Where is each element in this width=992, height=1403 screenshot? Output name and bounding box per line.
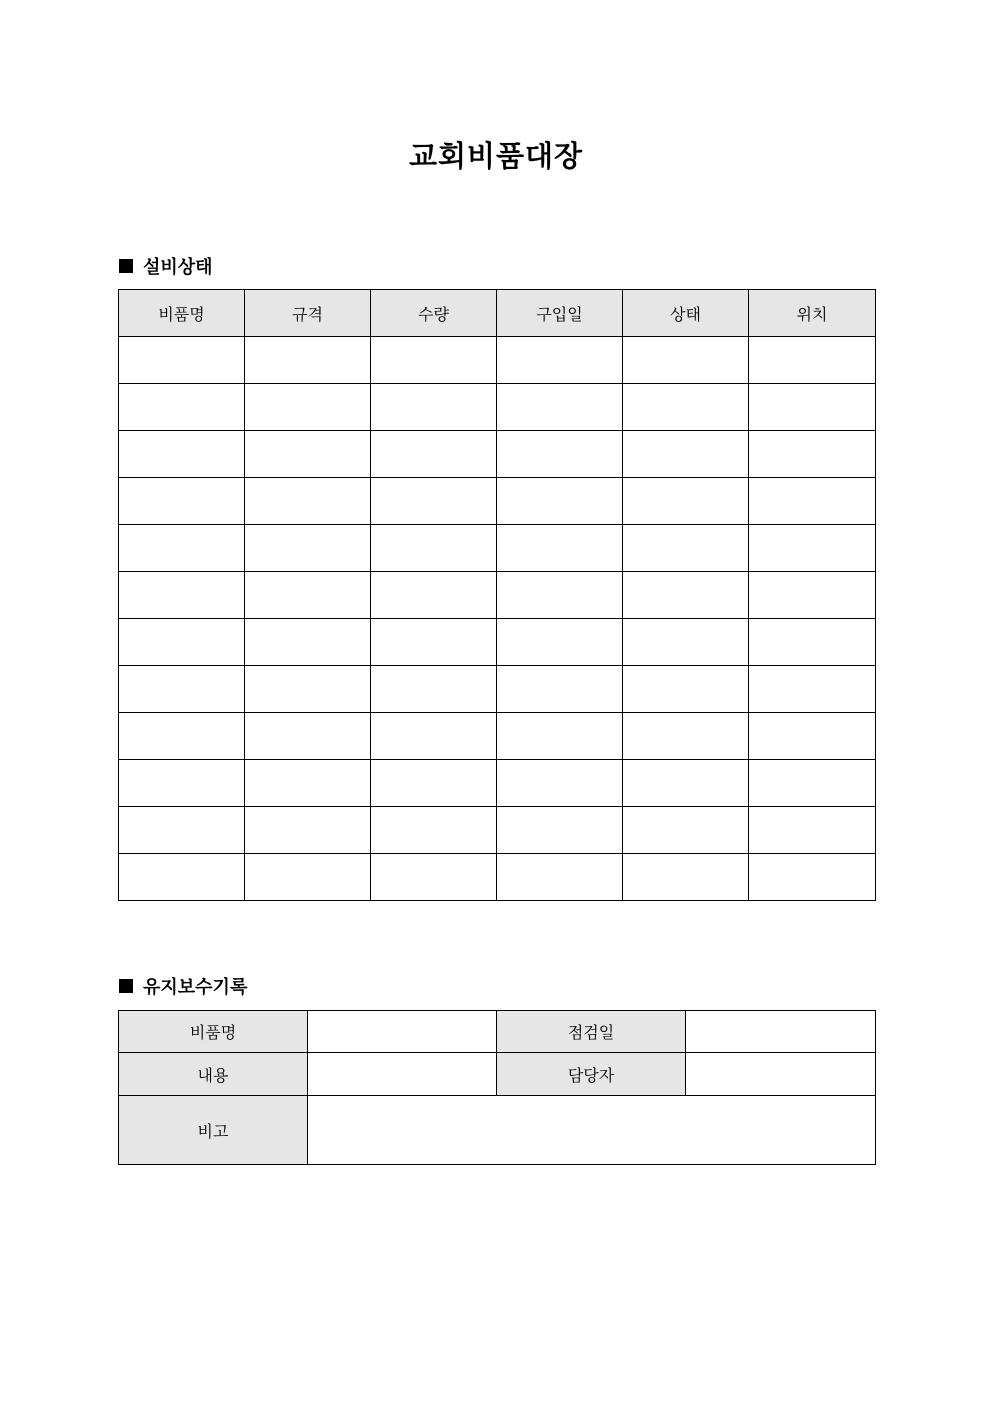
cell-location[interactable] (749, 854, 876, 901)
section-heading-equipment (119, 253, 213, 279)
table-row (119, 384, 876, 431)
cell-purchase-date[interactable] (497, 619, 623, 666)
table-row (119, 1011, 876, 1053)
cell-spec[interactable] (245, 854, 371, 901)
field-item-name[interactable] (308, 1011, 497, 1053)
cell-spec[interactable] (245, 713, 371, 760)
table-row (119, 807, 876, 854)
cell-status[interactable] (623, 854, 749, 901)
column-header-purchase-date: 구입일 (497, 290, 623, 337)
equipment-status-table (118, 289, 876, 901)
cell-status[interactable] (623, 619, 749, 666)
cell-quantity[interactable] (371, 384, 497, 431)
cell-item-name[interactable] (119, 713, 245, 760)
table-row (119, 337, 876, 384)
table-row (119, 1053, 876, 1096)
cell-location[interactable] (749, 431, 876, 478)
cell-status[interactable] (623, 431, 749, 478)
cell-location[interactable] (749, 760, 876, 807)
cell-item-name[interactable] (119, 525, 245, 572)
cell-status[interactable] (623, 713, 749, 760)
label-remarks: 비고 (119, 1096, 308, 1165)
cell-location[interactable] (749, 572, 876, 619)
cell-purchase-date[interactable] (497, 525, 623, 572)
field-manager[interactable] (686, 1053, 876, 1096)
table-header-row (119, 290, 876, 337)
cell-quantity[interactable] (371, 760, 497, 807)
section-heading-maintenance (119, 973, 247, 999)
cell-quantity[interactable] (371, 854, 497, 901)
label-item-name: 비품명 (119, 1011, 308, 1053)
cell-spec[interactable] (245, 525, 371, 572)
maintenance-record-table (118, 1010, 876, 1165)
cell-spec[interactable] (245, 807, 371, 854)
cell-purchase-date[interactable] (497, 478, 623, 525)
cell-status[interactable] (623, 525, 749, 572)
cell-purchase-date[interactable] (497, 572, 623, 619)
cell-quantity[interactable] (371, 572, 497, 619)
section-heading-label: 유지보수기록 (143, 977, 248, 998)
cell-spec[interactable] (245, 337, 371, 384)
section-heading-label: 설비상태 (143, 257, 213, 278)
cell-location[interactable] (749, 619, 876, 666)
cell-item-name[interactable] (119, 666, 245, 713)
cell-location[interactable] (749, 337, 876, 384)
cell-purchase-date[interactable] (497, 807, 623, 854)
cell-spec[interactable] (245, 619, 371, 666)
cell-item-name[interactable] (119, 431, 245, 478)
cell-quantity[interactable] (371, 478, 497, 525)
cell-quantity[interactable] (371, 619, 497, 666)
cell-purchase-date[interactable] (497, 666, 623, 713)
table-row (119, 572, 876, 619)
cell-purchase-date[interactable] (497, 337, 623, 384)
cell-spec[interactable] (245, 666, 371, 713)
label-inspection-date: 점검일 (497, 1011, 686, 1053)
table-row (119, 854, 876, 901)
cell-location[interactable] (749, 666, 876, 713)
cell-quantity[interactable] (371, 807, 497, 854)
table-row (119, 431, 876, 478)
cell-purchase-date[interactable] (497, 854, 623, 901)
column-header-quantity: 수량 (371, 290, 497, 337)
cell-status[interactable] (623, 384, 749, 431)
cell-item-name[interactable] (119, 760, 245, 807)
cell-item-name[interactable] (119, 807, 245, 854)
cell-purchase-date[interactable] (497, 760, 623, 807)
cell-location[interactable] (749, 713, 876, 760)
cell-purchase-date[interactable] (497, 431, 623, 478)
field-inspection-date[interactable] (686, 1011, 876, 1053)
cell-item-name[interactable] (119, 384, 245, 431)
equipment-table-body (119, 337, 876, 901)
cell-spec[interactable] (245, 572, 371, 619)
page-title: 교회비품대장 (408, 139, 584, 173)
column-header-location: 위치 (749, 290, 876, 337)
column-header-status: 상태 (623, 290, 749, 337)
cell-purchase-date[interactable] (497, 713, 623, 760)
cell-status[interactable] (623, 337, 749, 384)
cell-purchase-date[interactable] (497, 384, 623, 431)
cell-item-name[interactable] (119, 572, 245, 619)
cell-status[interactable] (623, 760, 749, 807)
cell-location[interactable] (749, 478, 876, 525)
cell-quantity[interactable] (371, 713, 497, 760)
square-bullet-icon (119, 979, 133, 993)
cell-quantity[interactable] (371, 431, 497, 478)
cell-spec[interactable] (245, 478, 371, 525)
table-row (119, 713, 876, 760)
cell-quantity[interactable] (371, 525, 497, 572)
square-bullet-icon (119, 259, 133, 273)
column-header-item-name: 비품명 (119, 290, 245, 337)
cell-quantity[interactable] (371, 337, 497, 384)
table-row (119, 478, 876, 525)
label-content: 내용 (119, 1053, 308, 1096)
cell-location[interactable] (749, 525, 876, 572)
cell-location[interactable] (749, 384, 876, 431)
cell-status[interactable] (623, 666, 749, 713)
cell-status[interactable] (623, 807, 749, 854)
table-row (119, 1096, 876, 1165)
table-row (119, 666, 876, 713)
cell-status[interactable] (623, 572, 749, 619)
cell-spec[interactable] (245, 760, 371, 807)
table-row (119, 760, 876, 807)
cell-item-name[interactable] (119, 478, 245, 525)
cell-item-name[interactable] (119, 619, 245, 666)
cell-item-name[interactable] (119, 854, 245, 901)
cell-location[interactable] (749, 807, 876, 854)
cell-status[interactable] (623, 478, 749, 525)
field-content[interactable] (308, 1053, 497, 1096)
label-manager: 담당자 (497, 1053, 686, 1096)
cell-quantity[interactable] (371, 666, 497, 713)
table-row (119, 619, 876, 666)
cell-item-name[interactable] (119, 337, 245, 384)
cell-spec[interactable] (245, 431, 371, 478)
column-header-spec: 규격 (245, 290, 371, 337)
field-remarks[interactable] (308, 1096, 876, 1165)
table-row (119, 525, 876, 572)
cell-spec[interactable] (245, 384, 371, 431)
